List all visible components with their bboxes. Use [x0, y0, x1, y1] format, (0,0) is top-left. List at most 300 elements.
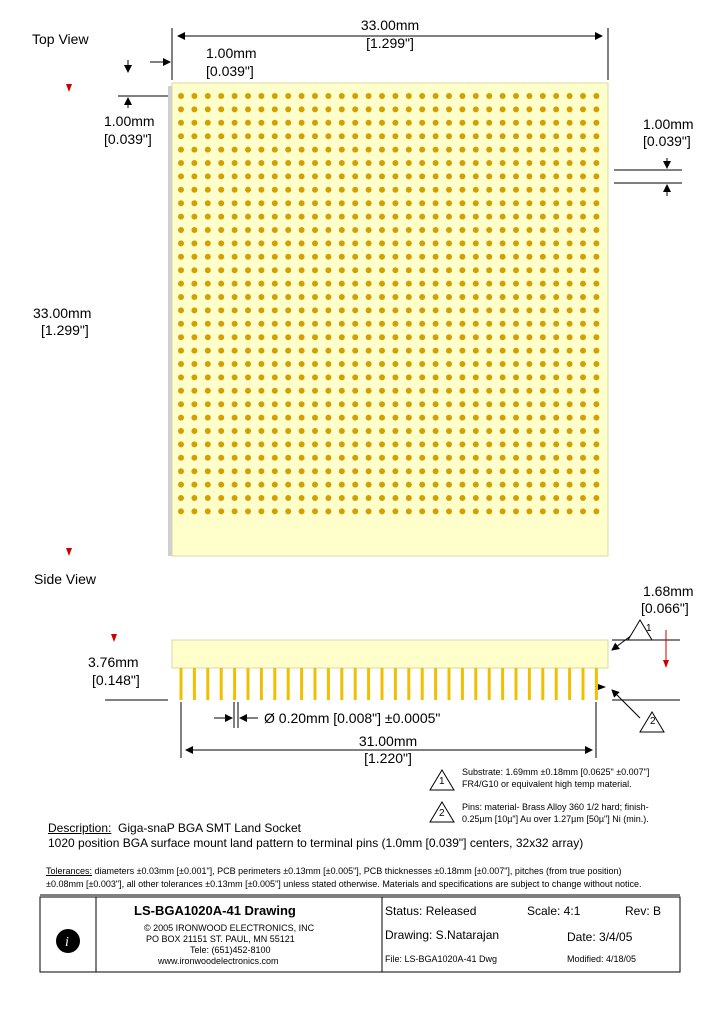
land-pad	[392, 240, 398, 246]
land-pad	[299, 482, 305, 488]
land-pad	[419, 508, 425, 514]
land-pad	[500, 133, 506, 139]
terminal-pin	[367, 668, 370, 700]
land-pad	[205, 173, 211, 179]
land-pad	[205, 374, 211, 380]
land-pad	[459, 482, 465, 488]
land-pad	[406, 334, 412, 340]
land-pad	[339, 187, 345, 193]
terminal-pin	[555, 668, 558, 700]
land-pad	[232, 374, 238, 380]
land-pad	[580, 495, 586, 501]
land-pad	[205, 508, 211, 514]
land-pad	[325, 267, 331, 273]
land-pad	[205, 294, 211, 300]
land-pad	[312, 495, 318, 501]
land-pad	[406, 388, 412, 394]
span-mm: 31.00mm	[358, 733, 418, 749]
height-in: [1.299"]	[41, 322, 89, 338]
land-pad	[191, 294, 197, 300]
land-pad	[406, 147, 412, 153]
land-pad	[459, 254, 465, 260]
land-pad	[379, 348, 385, 354]
tolerances-block	[46, 866, 621, 876]
land-pad	[205, 106, 211, 112]
land-pad	[459, 281, 465, 287]
land-pad	[218, 120, 224, 126]
land-pad	[232, 120, 238, 126]
land-pad	[352, 307, 358, 313]
land-pad	[567, 388, 573, 394]
land-pad	[272, 160, 278, 166]
land-pad	[232, 267, 238, 273]
land-pad	[245, 307, 251, 313]
land-pad	[272, 321, 278, 327]
land-pad	[272, 214, 278, 220]
land-pad	[446, 348, 452, 354]
land-pad	[218, 482, 224, 488]
land-pad	[339, 254, 345, 260]
land-pad	[339, 106, 345, 112]
land-pad	[218, 361, 224, 367]
land-pad	[285, 428, 291, 434]
land-pad	[379, 120, 385, 126]
land-pad	[513, 120, 519, 126]
land-pad	[299, 267, 305, 273]
land-pad	[446, 441, 452, 447]
land-pad	[392, 374, 398, 380]
land-pad	[258, 415, 264, 421]
land-pad	[459, 415, 465, 421]
land-pad	[392, 428, 398, 434]
land-pad	[500, 160, 506, 166]
land-pad	[593, 187, 599, 193]
land-pad	[593, 482, 599, 488]
land-pad	[312, 200, 318, 206]
land-pad	[178, 227, 184, 233]
land-pad	[191, 160, 197, 166]
description-block	[48, 821, 301, 835]
land-pad	[272, 147, 278, 153]
land-pad	[406, 160, 412, 166]
land-pad	[459, 294, 465, 300]
land-pad	[205, 455, 211, 461]
land-pad	[553, 348, 559, 354]
land-pad	[178, 374, 184, 380]
terminal-pin	[448, 668, 451, 700]
land-pad	[593, 428, 599, 434]
land-pad	[352, 254, 358, 260]
description-label: Description:	[48, 821, 112, 835]
land-pad	[218, 388, 224, 394]
land-pad	[433, 294, 439, 300]
land-pad	[486, 374, 492, 380]
land-pad	[459, 361, 465, 367]
land-pad	[232, 147, 238, 153]
land-pad	[446, 482, 452, 488]
scale: Scale: 4:1	[527, 904, 581, 918]
land-pad	[366, 388, 372, 394]
land-pad	[178, 401, 184, 407]
land-pad	[459, 187, 465, 193]
land-pad	[446, 374, 452, 380]
land-pad	[500, 334, 506, 340]
land-pad	[325, 415, 331, 421]
land-pad	[419, 281, 425, 287]
land-pad	[473, 93, 479, 99]
land-pad	[433, 508, 439, 514]
land-pad	[553, 441, 559, 447]
terminal-pin	[327, 668, 330, 700]
land-pad	[513, 361, 519, 367]
land-pad	[486, 361, 492, 367]
land-pad	[433, 227, 439, 233]
land-pad	[272, 240, 278, 246]
land-pad	[379, 388, 385, 394]
land-pad	[513, 428, 519, 434]
land-pad	[258, 93, 264, 99]
land-pad	[339, 240, 345, 246]
land-pad	[593, 348, 599, 354]
land-pad	[245, 227, 251, 233]
land-pad	[191, 334, 197, 340]
land-pad	[567, 495, 573, 501]
land-pad	[299, 240, 305, 246]
land-pad	[325, 388, 331, 394]
land-pad	[567, 133, 573, 139]
land-pad	[567, 415, 573, 421]
land-pad	[513, 508, 519, 514]
land-pad	[205, 187, 211, 193]
land-pad	[232, 415, 238, 421]
land-pad	[232, 133, 238, 139]
land-pad	[392, 254, 398, 260]
land-pad	[191, 361, 197, 367]
terminal-pin	[206, 668, 209, 700]
land-pad	[258, 321, 264, 327]
land-pad	[218, 455, 224, 461]
land-pad	[312, 227, 318, 233]
land-pad	[178, 361, 184, 367]
land-pad	[580, 508, 586, 514]
land-pad	[553, 187, 559, 193]
land-pad	[178, 415, 184, 421]
land-pad	[285, 281, 291, 287]
land-pad	[191, 106, 197, 112]
land-pad	[593, 173, 599, 179]
land-pad	[299, 455, 305, 461]
terminal-pin	[247, 668, 250, 700]
land-pad	[513, 240, 519, 246]
land-pad	[366, 428, 372, 434]
land-pad	[272, 294, 278, 300]
land-pad	[366, 200, 372, 206]
land-pad	[473, 508, 479, 514]
land-pad	[473, 415, 479, 421]
land-pad	[218, 214, 224, 220]
land-pad	[366, 482, 372, 488]
land-pad	[191, 388, 197, 394]
land-pad	[191, 214, 197, 220]
land-pad	[258, 254, 264, 260]
terminal-pin	[381, 668, 384, 700]
note1-line2: FR4/G10 or equivalent high temp material.	[462, 779, 632, 789]
land-pad	[205, 482, 211, 488]
land-pad	[540, 321, 546, 327]
substrate-thickness-mm: 1.68mm	[643, 583, 694, 599]
land-pad	[205, 227, 211, 233]
land-pad	[580, 240, 586, 246]
land-pad	[473, 374, 479, 380]
land-pad	[593, 120, 599, 126]
land-pad	[473, 361, 479, 367]
land-pad	[473, 106, 479, 112]
land-pad	[325, 455, 331, 461]
land-pad	[473, 147, 479, 153]
land-pad	[392, 334, 398, 340]
land-pad	[459, 441, 465, 447]
land-pad	[191, 120, 197, 126]
land-pad	[419, 106, 425, 112]
land-pad	[419, 482, 425, 488]
land-pad	[446, 415, 452, 421]
land-pad	[178, 388, 184, 394]
land-pad	[178, 254, 184, 260]
land-pad	[526, 173, 532, 179]
land-pad	[312, 374, 318, 380]
land-pad	[232, 321, 238, 327]
land-pad	[218, 200, 224, 206]
land-pad	[406, 495, 412, 501]
land-pad	[272, 361, 278, 367]
terminal-pin	[340, 668, 343, 700]
land-pad	[366, 93, 372, 99]
land-pad	[473, 388, 479, 394]
land-pad	[178, 294, 184, 300]
land-pad	[325, 294, 331, 300]
land-pad	[299, 187, 305, 193]
land-pad	[245, 455, 251, 461]
land-pad	[580, 428, 586, 434]
land-pad	[593, 374, 599, 380]
land-pad	[500, 374, 506, 380]
land-pad	[258, 495, 264, 501]
land-pad	[406, 200, 412, 206]
land-pad	[285, 441, 291, 447]
land-pad	[299, 388, 305, 394]
land-pad	[312, 441, 318, 447]
land-pad	[205, 441, 211, 447]
land-pad	[258, 334, 264, 340]
land-pad	[513, 415, 519, 421]
land-pad	[178, 348, 184, 354]
land-pad	[392, 455, 398, 461]
land-pad	[473, 348, 479, 354]
land-pad	[446, 495, 452, 501]
land-pad	[419, 294, 425, 300]
land-pad	[178, 321, 184, 327]
land-pad	[446, 200, 452, 206]
land-pad	[218, 468, 224, 474]
land-pad	[312, 415, 318, 421]
land-pad	[379, 294, 385, 300]
land-pad	[406, 468, 412, 474]
land-pad	[540, 147, 546, 153]
land-pad	[392, 133, 398, 139]
land-pad	[285, 307, 291, 313]
land-pad	[526, 401, 532, 407]
terminal-pin	[434, 668, 437, 700]
land-pad	[312, 455, 318, 461]
land-pad	[419, 267, 425, 273]
land-pad	[540, 281, 546, 287]
land-pad	[299, 401, 305, 407]
land-pad	[339, 93, 345, 99]
land-pad	[272, 93, 278, 99]
land-pad	[191, 415, 197, 421]
land-pad	[433, 281, 439, 287]
land-pad	[526, 200, 532, 206]
land-pad	[352, 120, 358, 126]
land-pad	[580, 348, 586, 354]
land-pad	[352, 214, 358, 220]
land-pad	[392, 508, 398, 514]
land-pad	[352, 147, 358, 153]
land-pad	[366, 441, 372, 447]
land-pad	[191, 173, 197, 179]
land-pad	[325, 307, 331, 313]
land-pad	[459, 321, 465, 327]
land-pad	[446, 307, 452, 313]
land-pad	[419, 321, 425, 327]
land-pad	[366, 147, 372, 153]
land-pad	[299, 495, 305, 501]
land-pad	[553, 120, 559, 126]
land-pad	[486, 160, 492, 166]
land-pad	[258, 187, 264, 193]
land-pad	[352, 374, 358, 380]
land-pad	[419, 441, 425, 447]
land-pad	[486, 307, 492, 313]
land-pad	[245, 240, 251, 246]
land-pad	[379, 428, 385, 434]
land-pad	[205, 321, 211, 327]
land-pad	[419, 120, 425, 126]
land-pad	[366, 321, 372, 327]
land-pad	[272, 508, 278, 514]
land-pad	[232, 401, 238, 407]
land-pad	[500, 401, 506, 407]
land-pad	[500, 468, 506, 474]
land-pad	[392, 187, 398, 193]
land-pad	[379, 508, 385, 514]
land-pad	[392, 200, 398, 206]
land-pad	[513, 374, 519, 380]
pitch-mm: 1.00mm	[643, 116, 694, 132]
land-pad	[526, 495, 532, 501]
land-pad	[500, 361, 506, 367]
land-pad	[513, 187, 519, 193]
land-pad	[352, 428, 358, 434]
land-pad	[178, 93, 184, 99]
land-pad	[486, 294, 492, 300]
land-pad	[245, 361, 251, 367]
land-pad	[567, 106, 573, 112]
land-pad	[232, 508, 238, 514]
land-pad	[312, 147, 318, 153]
land-pad	[593, 133, 599, 139]
land-pad	[191, 441, 197, 447]
land-pad	[312, 348, 318, 354]
land-pad	[245, 106, 251, 112]
land-pad	[191, 281, 197, 287]
land-pad	[299, 200, 305, 206]
land-pad	[285, 321, 291, 327]
land-pad	[258, 428, 264, 434]
land-pad	[580, 267, 586, 273]
land-pad	[553, 307, 559, 313]
land-pad	[379, 415, 385, 421]
land-pad	[419, 468, 425, 474]
land-pad	[392, 361, 398, 367]
land-pad	[459, 267, 465, 273]
land-pad	[352, 267, 358, 273]
drawing-title: LS-BGA1020A-41 Drawing	[134, 903, 296, 918]
land-pad	[540, 441, 546, 447]
land-pad	[473, 187, 479, 193]
land-pad	[272, 254, 278, 260]
land-pad	[339, 428, 345, 434]
land-pad	[379, 214, 385, 220]
land-pad	[446, 401, 452, 407]
land-pad	[285, 415, 291, 421]
land-pad	[473, 401, 479, 407]
land-pad	[191, 401, 197, 407]
land-pad	[272, 348, 278, 354]
land-pad	[191, 133, 197, 139]
land-pad	[366, 415, 372, 421]
land-pad	[580, 254, 586, 260]
land-pad	[406, 267, 412, 273]
land-pad	[392, 106, 398, 112]
land-pad	[540, 254, 546, 260]
land-pad	[339, 160, 345, 166]
land-pad	[392, 468, 398, 474]
land-pad	[178, 267, 184, 273]
land-pad	[500, 147, 506, 153]
land-pad	[500, 415, 506, 421]
land-pad	[446, 455, 452, 461]
land-pad	[245, 254, 251, 260]
land-pad	[299, 441, 305, 447]
land-pad	[486, 495, 492, 501]
land-pad	[392, 281, 398, 287]
land-pad	[540, 455, 546, 461]
land-pad	[392, 321, 398, 327]
land-pad	[285, 227, 291, 233]
land-pad	[446, 468, 452, 474]
land-pad	[325, 495, 331, 501]
land-pad	[325, 321, 331, 327]
land-pad	[245, 173, 251, 179]
land-pad	[352, 508, 358, 514]
land-pad	[567, 321, 573, 327]
land-pad	[473, 294, 479, 300]
land-pad	[352, 200, 358, 206]
land-pad	[486, 173, 492, 179]
land-pad	[513, 214, 519, 220]
land-pad	[540, 160, 546, 166]
